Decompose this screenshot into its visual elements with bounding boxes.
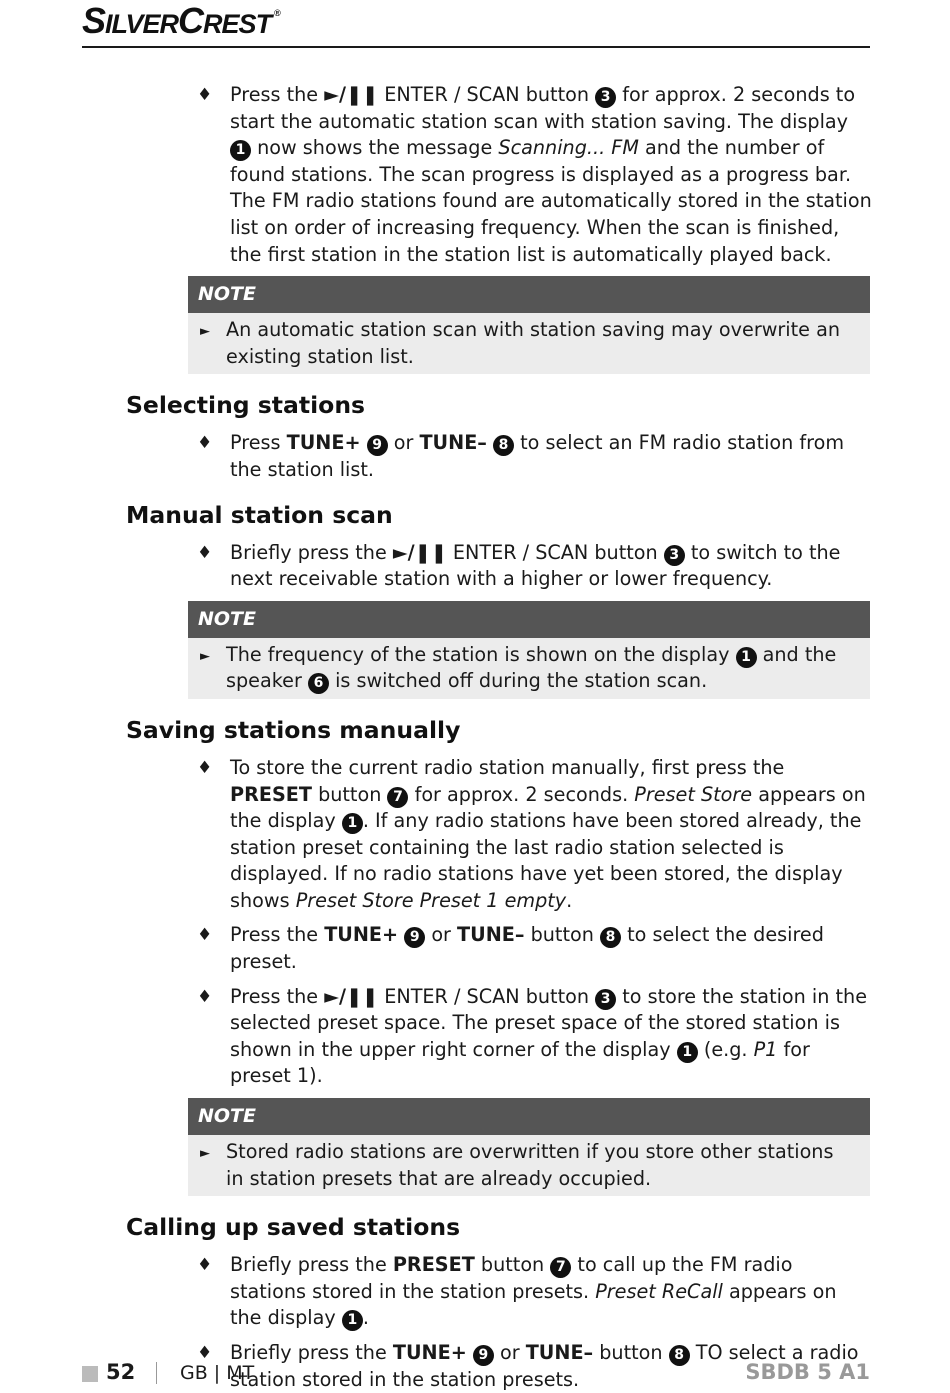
section-heading: Selecting stations [126, 391, 366, 420]
diamond-bullet-icon: ♦ [197, 757, 213, 778]
list-item: ♦ Briefly press the PRESET button 7 to call up the FM radio stations stored in the station presets. Preset ReCall appears on the display 1 . [197, 1253, 837, 1330]
circled-number-icon: 9 [473, 1345, 494, 1366]
list-item: ♦ Briefly press the TUNE+ 9 or TUNE– button 8 TO select a radio station stored in the station presets. [197, 1341, 859, 1391]
model-number: SBDB 5 A1 [745, 1360, 870, 1384]
circled-number-icon: 3 [595, 87, 616, 108]
right-triangle-icon: ► [200, 1146, 210, 1162]
circled-number-icon: 1 [677, 1042, 698, 1063]
circled-number-icon: 3 [595, 989, 616, 1010]
circled-number-icon: 6 [308, 673, 329, 694]
language-code: GB | MT [180, 1362, 255, 1384]
circled-number-icon: 1 [736, 647, 757, 668]
note-box [188, 601, 870, 699]
circled-number-icon: 9 [404, 927, 425, 948]
footer-divider [156, 1362, 157, 1384]
brand-logo: SILVERCREST ® [82, 0, 280, 41]
note-heading: NOTE [188, 276, 870, 313]
note-box [188, 276, 870, 374]
list-item: ♦ Press the TUNE+ 9 or TUNE– button 8 to select the desired preset. [197, 923, 824, 974]
note-box [188, 1098, 870, 1196]
page-footer [82, 1358, 870, 1392]
diamond-bullet-icon: ♦ [197, 1343, 213, 1363]
note-body: ► The frequency of the station is shown on the display 1 and the speaker 6 is switched off during the station scan. [200, 642, 837, 693]
circled-number-icon: 1 [342, 1310, 363, 1331]
diamond-bullet-icon: ♦ [197, 542, 213, 563]
circled-number-icon: 7 [550, 1257, 571, 1278]
diamond-bullet-icon: ♦ [197, 986, 213, 1007]
circled-number-icon: 1 [230, 140, 251, 161]
page-number: 52 [106, 1360, 136, 1384]
play-pause-icon: ►/❚❚ [324, 984, 379, 1008]
right-triangle-icon: ► [200, 648, 210, 664]
section-heading: Calling up saved stations [126, 1213, 461, 1242]
list-item: ♦ Press the ►/❚❚ ENTER / SCAN button 3 to store the station in the selected preset space. The preset space of the stored station is shown in the upper right corner of the display 1 (e.g. P1 for preset 1). [197, 984, 867, 1088]
note-heading: NOTE [188, 601, 870, 638]
play-pause-icon: ►/❚❚ [392, 540, 447, 564]
header-rule [82, 46, 870, 48]
page-content [0, 82, 950, 1393]
play-pause-icon: ►/❚❚ [324, 83, 379, 106]
section-heading: Saving stations manually [126, 715, 461, 744]
page-marker-square [82, 1366, 98, 1382]
note-body: ► Stored radio stations are overwritten if you store other stations in station presets that are already occupied. [200, 1140, 834, 1190]
circled-number-icon: 8 [493, 435, 514, 456]
note-body: ► An automatic station scan with station saving may overwrite an existing station list. [200, 318, 840, 368]
circled-number-icon: 1 [342, 813, 363, 834]
circled-number-icon: 7 [387, 787, 408, 808]
circled-number-icon: 8 [600, 927, 621, 948]
diamond-bullet-icon: ♦ [197, 85, 213, 105]
right-triangle-icon: ► [200, 324, 210, 340]
diamond-bullet-icon: ♦ [197, 925, 213, 946]
list-item: ♦ Briefly press the ►/❚❚ ENTER / SCAN button 3 to switch to the next receivable station with a higher or lower frequency. [197, 540, 841, 591]
note-heading: NOTE [188, 1098, 870, 1135]
circled-number-icon: 9 [367, 435, 388, 456]
circled-number-icon: 3 [664, 545, 685, 566]
circled-number-icon: 8 [669, 1345, 690, 1366]
list-item: ♦ To store the current radio station manually, first press the PRESET button 7 for approx. 2 seconds. Preset Store appears on the display 1 . If any radio stations have been stored already, the station preset containing the last radio station selected is displayed. If no radio stations have yet been stored, the display shows Preset Store Preset 1 empty. [197, 755, 866, 912]
list-item: ♦ Press the ►/❚❚ ENTER / SCAN button 3 for approx. 2 seconds to start the automatic station scan with station saving. The display 1 now shows the message Scanning... FM and the number of found stations. The scan progress is displayed as a progress bar. The FM radio stations found are automatically stored in the station list on order of increasing frequency. When the scan is finished, the first station in the station list is automatically played back. [197, 83, 872, 266]
section-heading: Manual station scan [126, 500, 393, 529]
diamond-bullet-icon: ♦ [197, 433, 213, 454]
list-item: ♦ Press TUNE+ 9 or TUNE– 8 to select an FM radio station from the station list. [197, 431, 845, 481]
diamond-bullet-icon: ♦ [197, 1255, 213, 1276]
